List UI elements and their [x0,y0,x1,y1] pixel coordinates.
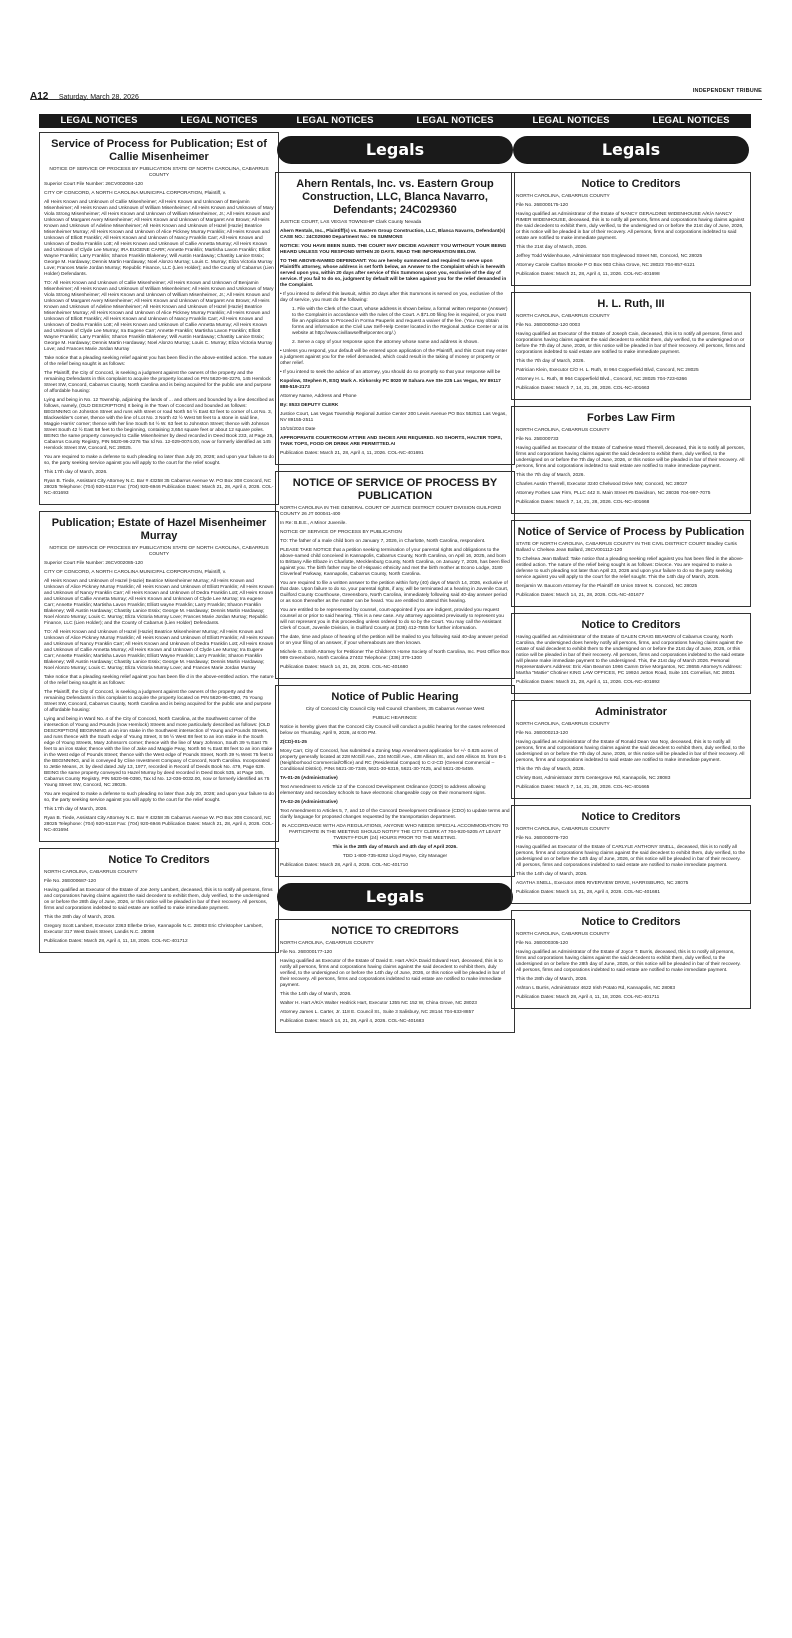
legal-notice [511,172,751,286]
page-number: A12 [30,91,49,102]
legals-badge: Legals [277,883,513,911]
notice-paragraph: PUBLIC HEARINGS: [372,716,418,721]
notice-paragraph: • Unless you respond, your default will be entered upon application of the Plaintiff, and this Court may enter a judgment against you for the relief demanded, which could result in the taking of money or property or other relief. [280,349,508,366]
notice-paragraph: TO: The father of a male child born on January 7, 2026, in Charlotte, North Carolina, respondent. [280,539,486,544]
notice-paragraph: TO: All Heirs Known and Unknown of Hazel (Hazie) Beatrice Misenheimer Murray; All Heirs Known and Unknown of Alice Pickney Murray Franklin; All Heirs Known and Unknown of Elliott Franklin; All Heirs Known and Unknown of Nancy Franklin Carr; All Heirs Known and Unknown of Dedra Franklin Lott; All Heirs Known and Unknown of Callie Annetta Murray; All Heirs Known and Unknown of Clyde Lee Murray; Ira Eugene Carr; Annette Franklin; Martisha Lavon Franklin; Elliott Wayne Franklin; Larry Franklin; Sharon Franklin Blakeney; Will Austin Hardaway; Chastity Lanice Essix; George M. Hardaway; Dennis Martin Hardaway; Noel Alonzo Murray; Louis C. Murray; Eliza Victoria Murray Love; and Frances Marie Jordan Murray [44,630,274,671]
notice-paragraph: NOTICE OF SERVICE OF PROCESS BY PUBLICATION STATE OF NORTH CAROLINA, CABARRUS COUNTY [49,167,269,178]
notice-paragraph: JUSTICE COURT, LAS VEGAS TOWNSHIP Clark County Nevada [280,220,422,225]
notice-paragraph: Publication Dates: March 14, 21, 28, April 4, 2026. COL-NC-401683 [280,1019,424,1024]
notice-title: Notice of Service of Process by Publication [517,526,745,538]
column-3 [511,132,751,1015]
legal-notice [511,910,751,1009]
notice-paragraph: Publication Dates: March 28, April 4, 11, 18, 2026. COL-NC-401711 [516,995,660,1000]
notice-paragraph: This the 7th day of March, 2026. [516,473,585,478]
notice-paragraph: Publication Dates: March 28, April 4, 2026. COL-NC-401710 [280,863,408,868]
notice-paragraph: Z(CD)-01-25 [280,740,307,745]
notice-paragraph: Ashton L Burris, Administrator 4622 Irish Potato Rd, Kannapolis, NC 28083 [516,986,676,991]
legals-badge: Legals [513,136,749,164]
notice-paragraph: Superior Court File Number: 26CV002084-120 [44,182,143,187]
column-1 [39,132,279,959]
notice-paragraph: NORTH CAROLINA, CABARRUS COUNTY [516,827,610,832]
notice-paragraph: Ryan B. Tiede, Assistant City Attorney N.C. Bar # 43258 35 Cabarrus Avenue W. PO Box 308 Concord, NC 28025 Telephone: (704) 920-5118 Fax: (704) 920-6946 Publication Dates: March 21, 28, April 4, 2026. COL-NC-401694 [44,816,274,833]
notice-paragraph: NORTH CAROLINA IN THE GENERAL COURT OF JUSTICE DISTRICT COURT DIVISION GUILFORD COUNTY 26 JT 000041-400 [280,506,502,517]
notice-paragraph: Attorney Carole Carlton Brooke P O Box 903 China Grove, NC 28023 704-857-6121 [516,263,695,268]
notice-paragraph: Having qualified as Administrator of the Estate of Joyce T. Burris, deceased, this is to notify all persons, firms and corporations having claims against the said decedent to exhibit them, duly verified, to the undersigned on or before the 28th day of June, 2026, or this notice will be pleaded in bar of their recovery. All persons, firms and corporations indebted to said estate are notified to make immediate payment. [516,950,741,973]
notice-title: Forbes Law Firm [586,412,676,424]
notice-paragraph: You are required to make a defense to such pleading no later than July 20, 2026; and upon your failure to do so, the party seeking service against you will apply to the court for the relief sought. [44,455,274,466]
notice-paragraph: Michele G. Smith Attorney for Petitioner The Children's Home Society of North Carolina, Inc. Post Office Box 989 Greensboro, North Carolina 27402 Telephone: (336) 379-1300 [280,650,510,661]
notice-paragraph: This the 21st day of March, 2026. [516,245,588,250]
notice-title: Notice to Creditors [581,178,681,190]
notice-paragraph: The date, time and place of hearing of the petition will be mailed to you following said 40-day answer period or on your filing of an answer, if your whereabouts are then known. [280,635,508,646]
page-header [30,86,762,100]
legal-notice [511,520,751,607]
notice-paragraph: AGATHA SNELL, Executor 4905 RIVERVIEW DRIVE, HARRISBURG, NC 28075 [516,881,689,886]
legal-notice [39,848,279,953]
notice-paragraph: File No. 26E000078-720 [516,836,569,841]
notice-paragraph: Notice is hereby given that the Concord City Council will conduct a public hearing for the cases referenced below on Thursday, April 9, 2026, at 6:00 PM. [280,725,506,736]
notice-paragraph: Patrician Klein, Executor C/O H. L. Ruth, III 964 Copperfield Blvd, Concord, NC 28025 [516,368,699,373]
notice-paragraph: This 17th day of March, 2026. [44,470,108,475]
notice-paragraph: Having qualified as Executor of the Estate of Joseph Cain, deceased, this is to notify all persons, firms and corporations having claims against the said decedent to exhibit them, duly verified, to the undersigned on or before the 7th day of June, 2026, or this notice will be pleaded in bar of their recovery. All persons, firms and corporations indebted to said estate are notified to make immediate payment. [516,332,746,355]
notice-paragraph: Attorney Name, Address and Phone [280,394,357,399]
notice-paragraph: Ryan B. Tiede, Assistant City Attorney N.C. Bar # 43258 35 Cabarrus Avenue W. PO Box 308 Concord, NC 28025 Telephone: (704) 920-5118 Fax: (704) 920-6946 Publication Dates: March 21, 28, April 4, 2026. COL-NC-401693 [44,479,274,496]
notice-paragraph: You are entitled to be represented by counsel, court-appointed if you are indigent, provided you request counsel at or prior to said hearing. This is a new case. Any attorney appointed previously to represent you will not represent you in this proceeding unless ordered to do so by the Court. You may call the Assistant Clerk of Court, Juvenile Division, in Guilford County at (336) 412-7555 for further information. [280,608,504,631]
notice-paragraph: NORTH CAROLINA, CABARRUS COUNTY [516,314,610,319]
legal-notice [511,613,751,694]
notice-paragraph: File No. 26E000175-120 [516,203,569,208]
notice-paragraph: Gregory Scott Lambert, Executor 2363 Ellerbe Drive, Kannapolis N.C. 28083 Eric Christopher Lambert, Executor 317 West Davis Street, Landis N.C. 28088 [44,924,263,935]
legal-notice [275,919,515,1033]
notice-paragraph: NOTICE OF SERVICE OF PROCESS BY PUBLICATION [280,530,402,535]
notice-paragraph: IN ACCORDANCE WITH ADA REGULATIONS, ANYONE WHO NEEDS SPECIAL ACCOMMODATION TO PARTICIPATE IN THE MEETING SHOULD NOTIFY THE CITY CLERK AT 704-920-5205 AT LEAST TWENTY-FOUR (24) HOURS PRIOR TO THE MEETING. [281,824,509,841]
notice-paragraph: File No. 26E000305-120 [516,941,569,946]
notice-paragraph: TO: All Heirs Known and Unknown of Callie Misenheimer; All Heirs Known and Unknown of Benjamin Misenheimer; All Heirs Known and Unknown of William Misenheimer; All Heirs Known and Unknown of Mary Viola Strong Misenheimer; All Heirs Known and Unknown of William Misenheimer, Jr.; All Heirs Known and Unknown of Margaret Avery Misenheimer; All Heirs Known and Unknown of Margaret Ann Brown; All Heirs Known and Unknown of Adeline Misenheimer; All Heirs Known and Unknown of Hazel (Hazie) Beatrice Misenheimer Murray; All Heirs Known and Unknown of Alice Pickney Murray Franklin; All Heirs Known and Unknown of Elliott Franklin; All Heirs Known and Unknown of Nancy Franklin Carr; All Heirs Known and Unknown of Dedra Franklin Lott; All Heirs Known and Unknown of Callie Annetta Murray; All Heirs Known and Unknown of Clyde Lee Murray; Ira Eugene Carr; Annette Franklin; Martisha Lavon Franklin; Elliott Wayne Franklin; Larry Franklin; Sharon Franklin Blakeney; Will Austin Hardaway; Chastity Lanice Essix; George M. Hardaway; Dennis Martin Hardaway; Noel Alonzo Murray; Louis C. Murray; Eliza Victoria Murray Love; and Frances Marie Jordan Murray [44,281,274,352]
notice-paragraph: This the 28th day of March, 2026. [44,915,116,920]
notice-paragraph: Publication Dates: March 21, 28, April 4, 11, 2026. COL-NC-401692 [516,680,660,685]
notice-paragraph: NOTICE: YOU HAVE BEEN SUED. THE COURT MAY DECIDE AGAINST YOU WITHOUT YOUR BEING HEARD UNLESS YOU RESPOND WITHIN 20 DAYS. READ THE INFORMATION BELOW. [280,244,507,255]
legal-notice [275,685,515,877]
notice-title: NOTICE OF SERVICE OF PROCESS BY PUBLICATION [292,477,498,502]
notice-title: Notice to Creditors [581,811,681,823]
issue-date: Saturday, March 28, 2026 [58,94,139,101]
notice-paragraph: 2. Serve a copy of your response upon the attorney whose name and address is shown. [292,340,479,345]
notice-paragraph: PLEASE TAKE NOTICE that a petition seeking termination of your parental rights and obligations to the above-named child conceived in Kannapolis, Cabarrus County, North Carolina, on April 16, 2025, and born to Brittany Allie Elbaze in Charlotte, Mecklenburg County, North Carolina, on January 7, 2026, has been filed against you. The birth father may be of Hispanic ethnicity and met the birth mother at Econo Lodge, 3180 Cloverleaf Parkway, Kannapolis, Cabarrus County, North Carolina. [280,548,510,577]
notice-paragraph: NORTH CAROLINA, CABARRUS COUNTY [44,870,138,875]
notice-paragraph: The Plaintiff, the City of Concord, is seeking a judgment against the owners of the property and the remaining Defendants in this complaint to acquire the property located on PIN 5620-96-2276, 145 Hemlock Street SW, Concord, Cabarrus County, North Carolina and is being acquired for the public use and purpose of affordable housing: [44,371,272,394]
notice-paragraph: Lying and being in Ward No. 4 of the City of Concord, North Carolina, at the Southwest corner of the intersection of Young and Pounds (now Hemlock) Streets and more particularly described as follows: (OLD DESCRIPTION) BEGINNING at an iron stake in the Southwest intersection of Young and Pounds Streets, and runs thence with the South edge of Young Street, S 56 ½ West 88 feet to an iron stake in the South edge of Young Streets, Mary Johnson's corner; thence with the line of Mary Johnson, South 39 ¾ East 75 feet to an iron stake; thence with the line of Jake and Maggie Peay, North 56 ¾ East 88 feet to an iron stake in the West edge of Pounds Street; thence with the West edge of Pounds Street, North 39 ¾ West 75 feet to the BEGINNING, and is conveyed by Cline Investment Company of Concord, North Carolina. Incorporated to Jettie Means, Jr. by deed dated July 13, 1977, recorded in Record of Deeds Book No. 479, Page 629. BEING the same property conveyed to Hazel Murray by deed recorded in Deed Book 535, at Page 165, Cabarrus County Registry, PIN 5620-96-0390, Tax Id No. 12-036-0032.00, now or formerly identified as 75 Young Street SW, Concord, NC 28025. [44,717,274,788]
publication-name: INDEPENDENT TRIBUNE [692,88,762,94]
notice-paragraph: Publication Dates: March 7, 14, 21, 28, 2026. COL-NC-401665 [516,785,650,790]
banner-label: LEGAL NOTICES [180,115,258,126]
notice-paragraph: This is the 28th day of March and 4th day of April 2026. [332,845,458,850]
notice-title: Notice to Creditors [581,916,681,928]
notice-title: Administrator [594,706,668,718]
notice-paragraph: Publication Dates: March 21, 28, April 4, 11, 2026. COL-NC-401698 [516,272,660,277]
notice-paragraph: Take notice that a pleading seeking relief against you has been file d in the above-entitled action. The nature of the relief being sought is as follows: [44,675,274,686]
notice-paragraph: Publication Dates: March 7, 14, 21, 28, 2026. COL-NC-401668 [516,500,650,505]
notice-paragraph: Walter H. Hart A/K/A Walter Hedrick Hart, Executor 1355 NC 152 W, China Grove, NC 28023 [280,1001,477,1006]
notice-paragraph: In Re: B.B.E., A Minor Juvenile. [280,521,347,526]
legal-notice [275,172,515,465]
notice-paragraph: 1. File with the Clerk of the Court, whose address is shown below, a formal written response (Answer) to the Complaint in accordance with the rules of the Court. A $71.00 filing fee is required, or you must file an Application to Proceed in Forma Pauperis and request a waiver of the fee. (You may obtain forms and information at the Civil Law Self-Help Center located in the Regional Justice Center or at its website at http://www.civillawselfhelpcenter.org/.) [292,307,509,336]
notice-title: Publication; Estate of Hazel Misenheimer Murray [51,517,267,542]
notice-paragraph: File No. 26E000687-120 [44,879,97,884]
section-banner-1 [39,114,279,128]
notice-paragraph: This the 7th day of March, 2026. [516,359,585,364]
notice-paragraph: Publication Dates: March 28, April 4, 11, 18, 2026. COL-NC-401712 [44,939,188,944]
notice-paragraph: NORTH CAROLINA, CABARRUS COUNTY [280,941,374,946]
section-banner-3 [511,114,751,128]
notice-paragraph: Benjamin W. Baucom Attorney for the Plaintiff 49 Union Street N. Concord, NC 28025 [516,584,698,589]
notice-paragraph: File No. 26E000177-120 [280,950,333,955]
notice-paragraph: TA-01-26 (Administrative) [280,776,338,781]
notice-paragraph: File No. 25E000733 [516,437,559,442]
notice-paragraph: Justice Court, Las Vegas Township Regional Justice Center 200 Lewis Avenue PO Box 552511 Las Vegas, NV 89155-2511 [280,412,507,423]
notice-paragraph: Publication Dates: March 7, 14, 21, 28, 2026. COL-NC-401663 [516,386,650,391]
notice-paragraph: Text Amendment to Articles 5, 7, and 10 of the Concord Development Ordinance (CDO) to update terms and clarify language for proposed changes requested by the transportation department. [280,809,510,820]
notice-paragraph: CITY OF CONCORD, A NORTH CAROLINA MUNICIPAL CORPORATION, Plaintiff, v. [44,570,227,575]
notice-paragraph: Having qualified as Executor of the Estate of Joe Jerry Lambert, deceased, this is to notify all persons, firms and corporations having claims against the said decedent to exhibit them, duly verified, to the undersigned on or before the 28th day of June, 2026, or this notice will be pleaded in bar of their recovery. All persons, firms and corporations indebted to said estate are notified to make immediate payment. [44,888,273,911]
notice-paragraph: This the 7th day of March, 2026. [516,767,585,772]
notice-paragraph: File No. 26E000052-120 0003 [516,323,581,328]
notice-paragraph: This the 14th day of March, 2026. [516,872,588,877]
notice-paragraph: Attorney H. L. Ruth, III 964 Copperfield Blvd., Concord, NC 28025 704-723-6366 [516,377,687,382]
notice-paragraph: NORTH CAROLINA, CABARRUS COUNTY [516,722,610,727]
banner-label: LEGAL NOTICES [652,115,730,126]
notice-paragraph: Having qualified as Administrator of the Estate of Ronald Dean Van Noy, deceased, this is to notify all persons, firms and corporations having claims against the said decedent to exhibit them, duly verified, to the undersigned on or before the 7th day of June, 2026, or this notice will be pleaded in bar of their recovery. All persons, firms and corporations indebted to said estate are notified to make immediate payment. [516,740,746,763]
notice-title: Notice To Creditors [108,854,210,866]
legal-notice [275,471,515,679]
notice-paragraph: Attorney Forbes Law Firm, PLLC 442 S. Main Street #5 Davidson, NC 28036 704-997-7075 [516,491,711,496]
notice-paragraph: Having qualified as Administrator of the Estate of NANCY GERALDINE WIDENHOUSE A/K/A NANCY RIMER WIDENHOUSE, deceased, this is to notify all persons, firms and corporations having claims against the said decedent to exhibit them, duly verified, to the undersigned on or before the 21st day of June, 2026, or this notice will be pleaded in bar of their recovery. All persons, firms and corporations indebted to said estate are notified to make immediate payment. [516,212,745,241]
notice-paragraph: This the 14th day of March, 2026. [280,992,352,997]
notice-paragraph: You are required to file a written answer to the petition within forty (40) days of March 14, 2026, exclusive of that date. Upon failure to do so, your parental rights, if any, will be terminated at a hearing in Juvenile Court, Guilford County Courthouse, Greensboro, North Carolina, immediately following said 40-day answer period or as soon thereafter as the matter can be heard. You are entitled to attend this hearing. [280,581,509,604]
notice-paragraph: Text Amendment to Article 12 of the Concord Development Ordinance (CDO) to address allowing elementary and secondary schools to have electronic changeable copy on their monument signs. [280,785,486,796]
notice-paragraph: CITY OF CONCORD, A NORTH CAROLINA MUNICIPAL CORPORATION, Plaintiff, v. [44,191,227,196]
notice-paragraph: Take notice that a pleading seeking relief against you has been filed in the above-entitled action. The nature of the relief being sought is as follows: [44,356,273,367]
notice-paragraph: NORTH CAROLINA, CABARRUS COUNTY [516,428,610,433]
banner-label: LEGAL NOTICES [60,115,138,126]
legal-notice [511,805,751,904]
notice-paragraph: All Heirs Known and Unknown of Callie Misenheimer; All Heirs Known and Unknown of Benjamin Misenheimer; All Heirs Known and Unknown of William Misenheimer; All Heirs Known and Unknown of Mary Viola Strong Misenheimer; All Heirs Known and Unknown of William Misenheimer, Jr.; All Heirs Known and Unknown of Margaret Avery Misenheimer; All Heirs Known and Unknown of Margaret Ann Brown; All Heirs Known and Unknown of Adeline Misenheimer; All Heirs Known and Unknown of Hazel (Hazie) Beatrice Misenheimer Murray; All Heirs Known and Unknown of Alice Pickney Murray Franklin; All Heirs Known and Unknown of Elliott Franklin; All Heirs Known and Unknown of Nancy Franklin Carr; All Heirs Known and Unknown of Dedra Franklin Lott; All Heirs Known and Unknown of Callie Annetta Murray; All Heirs Known and Unknown of Clyde Lee Murray; IRA EUGENE CARR; Annette Franklin; Martisha Lavon Franklin; Elliott Wayne Franklin; Larry Franklin; Sharon Franklin Blakeney; Will Austin Hardaway; Chastity Lanice Essix; George M. Hardaway; Dennis Martin Hardaway; Noel Alonzo Murray; Louis C. Murray; Eliza Victoria Murray Love; Frances Marie Jordan Murray; Republic Finance, LLC (Lien Holder); and the County of Cabarrus (Lien Holder) Defendants. [44,200,274,277]
notice-paragraph: Having qualified as Administrator of the Estate of GALEN CRAIG BEAMON of Cabarrus County, North Carolina, the undersigned does hereby notify all persons, firms, and corporations having claims against the estate of said decedent to exhibit them to the undersigned on or before the 21st day of June, 2026, or this notice will be pleaded in bar of their recovery. All persons, firms and corporations indebted to the said estate will please make immediate payment to the undersigned. This, the 21st day of March 2026. Personal Representative's Address: Eric Alan Beamon 1966 Camm Drive Morganton, NC 28655 Attorney's Address: Martha "Mattie" Chotiner KING LAW OFFICES, PC 19924 Jetton Road, Suite 101 Cornelius, NC 28031 [516,635,745,676]
banner-label: LEGAL NOTICES [532,115,610,126]
notice-paragraph: Lying and being in No. 12 Township, adjoining the lands of ... and others and bounded by a line described as follows, namely, (OLD DESCRIPTION) It being in the Town of Concord and bounded as follows: BEGINNING on Johnston Street and runs with street or road North 54 ½ East 63 feet to corner of Lot No. 3, Blackwelder's corner, thence with the line of Lot No. 3 North 42 ½ West 58 feet to a stone in said line, Maggie Harris' corner; thence with her line South 54 ½ W. 63 feet to Johnston Street; thence with Johnson Street South 42 ½ East 58 feet to the beginning, containing 3,654 square feet or about 12 square poles. BEING the same property conveyed to Callie Misenheimer by deed recorded in Deed Book 233, at Page 25, Cabarrus County Registry, PIN 5620-96-2276 Tax Id No. 12-029-0074.00, now or formerly identified as 145 Hemlock Street SW, Concord, NC 28025. [44,398,274,451]
notice-paragraph: Publication Dates: March 14, 21, 28, 2026. COL-NC-401680 [280,665,408,670]
notice-paragraph: TDD 1-800-735-8262 Lloyd Payne, City Manager [342,854,448,859]
legal-notice [511,406,751,514]
notice-paragraph: By: 8533 DEPUTY CLERK [280,403,339,408]
notice-paragraph: File No. 26E000213-120 [516,731,569,736]
section-banner-2 [275,114,515,128]
notice-paragraph: Publication Dates: March 14, 21, 28, April 4, 2026. COL-NC-401681 [516,890,660,895]
legal-notice [511,292,751,400]
notice-title: Notice to Creditors [581,619,681,631]
legal-notice [511,700,751,799]
notice-paragraph: NOTICE OF SERVICE OF PROCESS BY PUBLICATION STATE OF NORTH CAROLINA, CABARRUS COUNTY [49,546,269,557]
notice-paragraph: Charles Austin Therrell, Executor 3240 Chelwood Drive NW, Concord, NC 28027 [516,482,688,487]
notice-paragraph: TA-02-26 (Administrative) [280,800,338,805]
notice-paragraph: Having qualified as Executor of the Estate of CARLYLE ANTHONY SNELL, deceased, this is to notify all persons, firms and corporations having claims against the said decedent to exhibit them, duly verified, to the undersigned on or before the 14th day of June, 2026, or this notice will be pleaded in bar of their recovery. All persons, firms and corporations indebted to said estate are notified to make immediate payment. [516,845,746,868]
notice-paragraph: Publication Dates: March 14, 21, 28, 2026. COL-NC-401677 [516,593,644,598]
notice-paragraph: The Plaintiff, the City of Concord, is seeking a judgment against the owners of the property and the remaining Defendants in this complaint to acquire the property located on PIN 5620-96-0390, 75 Young Street SW, Concord, Cabarrus County, North Carolina and is being acquired for the public use and purpose of affordable housing: [44,690,272,713]
notice-title: Notice of Public Hearing [331,691,459,703]
notice-paragraph: Having qualified as Executor of the Estate of Catherine Ward Therrell, deceased, this is to notify all persons, firms and corporations having claims against the said decedent to exhibit them, duly verified, to the undersigned on or before the 7th day of June, 2026, or this notice will be pleaded in bar of their recovery. All persons, firms and corporations indebted to said estate are notified to make immediate payment. [516,446,746,469]
notice-paragraph: Publication Dates: March 21, 28, April 4, 11, 2026. COL-NC-401691 [280,451,424,456]
notice-paragraph: Jeffrey Todd Widenhouse, Administrator 516 Englewood Street NE, Concord, NC 28025 [516,254,703,259]
notice-paragraph: NORTH CAROLINA, CABARRUS COUNTY [516,194,610,199]
notice-paragraph: STATE OF NORTH CAROLINA, CABARRUS COUNTY IN THE CIVIL DISTRICT COURT Bradley Curtis Ballard v. Chelsea Jean Ballard, 26CV001112-120 [516,542,737,553]
notice-paragraph: Superior Court File Number: 26CV002085-120 [44,561,143,566]
notice-paragraph: Having qualified as Executor of the Estate of David E. Hart A/K/A David Edward Hart, deceased, this is to notify all persons, firms and corporations having claims against the said decedent to exhibit them, duly verified, to the undersigned on or before the 14th day of June, 2026, or this notice will be pleaded in bar of their recovery. All persons, firms and corporations indebted to said estate are notified to make immediate payment. [280,959,505,988]
notice-paragraph: Christy Bost, Administrator 3575 Centergrove Rd, Kannapolis, NC 28083 [516,776,671,781]
legal-notice [39,132,279,505]
notice-paragraph: • If you intend to defend this lawsuit, within 20 days after this Summons is served on you, exclusive of the day of service, you must do the following: [280,292,503,303]
notice-title: Service of Process for Publication; Est of Callie Misenheimer [51,138,267,163]
banner-label: LEGAL NOTICES [416,115,494,126]
column-2 [275,132,515,1039]
notice-title: H. L. Ruth, III [597,298,665,310]
legal-notice [39,511,279,842]
notice-paragraph: Kopolow, Stephen R, ESQ Mark A. Kirkorsky PC 8020 W Sahara Ave Ste 225 Las Vegas, NV 89117 888-519-2173 [280,379,501,390]
notice-title: Ahern Rentals, Inc. vs. Eastern Group Construction, LLC, Blanca Navarro, Defendants; 24C029360 [296,178,494,216]
notice-paragraph: All Heirs Known and Unknown of Hazel (Hazie) Beatrice Misenheimer Murray; All Heirs Known and Unknown of Alice Pickney Murray Franklin; All Heirs Known and Unknown of Elliott Franklin; All Heirs Known and Unknown of Nancy Franklin Carr; All Heirs Known and Unknown of Dedra Franklin Lott; All Heirs Known and Unknown of Callie Annetta Murray; All Heirs Known and Unknown of Clyde Lee Murray; Ira eugene Carr; Annette Franklin; Martisha Lavon Franklin; Elliott wayne Franklin; Larry Franklin; Sharon Franklin Blakeney; Will Austin Hardaway; Chastity Lanice Essix; George M. Hardaway; Dennis Martin Hardaway; Noel Alonzo Murray; Louis C. Murray; Eliza Victoria Murray Love; Frances Marie Jordan Murray; Republic Finance, LLC (Lien Holder); and the County of Cabarrus (Lien Holder) Defendants. [44,579,274,626]
notice-paragraph: City of Concord City Council City Hall Council Chambers, 35 Cabarrus Avenue West [305,707,485,712]
notice-paragraph: This the 28th day of March, 2026. [516,977,588,982]
notice-paragraph: Mony Carr, City of Concord, has submitted a Zoning Map Amendment application for +/- 0.825 acres of property generally located at 228 McGill Ave., 234 McGill Ave., 438 Allison St., and 446 Allison St. from B-1 (Neighborhood Commercial/Office) and RC (Residential Compact) to C-2-CD (General Commercial – Conditional District). PINs 5621-30-7349, 5621-30-6319, 5621-30-7425, and 5621-30-5459. [280,749,507,772]
notice-paragraph: • If you intend to seek the advice of an attorney, you should do so promptly so that your response will be [280,370,501,375]
notice-paragraph: 10/15/2024 Date [280,427,316,432]
legals-badge: Legals [277,136,513,164]
notice-paragraph: APPROPRIATE COURTROOM ATTIRE AND SHOES ARE REQUIRED. NO SHORTS, HALTER TOPS, TANK TOPS, FOOD OR DRINK ARE PERMITTED.AI [280,436,502,447]
notice-paragraph: Attorney James L. Carter, Jr. 118 E. Council St., Suite 3 Salisbury, NC 28144 704-633-8857 [280,1010,474,1015]
banner-label: LEGAL NOTICES [296,115,374,126]
notice-paragraph: You are required to make a defense to such pleading no later than July 20, 2026; and upon your failure to do so, the party seeking service against you will apply to the court for the relief sought. [44,792,274,803]
notice-title: NOTICE TO CREDITORS [331,925,459,937]
notice-paragraph: TO THE ABOVE-NAMED DEFENDANT: You are hereby summoned and required to serve upon Plaintiffs attorney, whose address is set forth below, an Answer to the Complaint which is herewith served upon you, within 20 days after service of this Summons upon you, exclusive of the day of service. If you fail to do so, judgment by default will be taken against you for the relief demanded in the Complaint. [280,259,507,288]
notice-paragraph: This 17th day of March, 2026. [44,807,108,812]
notice-paragraph: Ahern Rentals, Inc., Plaintiff(s) vs. Eastern Group Construction, LLC, Blanca Navarro, Defendant(s) CASE NO.: 24C029360 Department No.: 06 SUMMONS [280,229,506,240]
notice-paragraph: To Chelsea Jean Ballard: Take notice that a pleading seeking relief against you has been filed in the above-entitled action. The nature of the relief being sought is as follows: Divorce. You are required to make a defense to such pleading not later than April 23, 2026 and upon your failure to do so the party seeking service against you will apply to the court for the relief sought. This the 14th day of March, 2026. [516,557,744,580]
notice-paragraph: NORTH CAROLINA, CABARRUS COUNTY [516,932,610,937]
